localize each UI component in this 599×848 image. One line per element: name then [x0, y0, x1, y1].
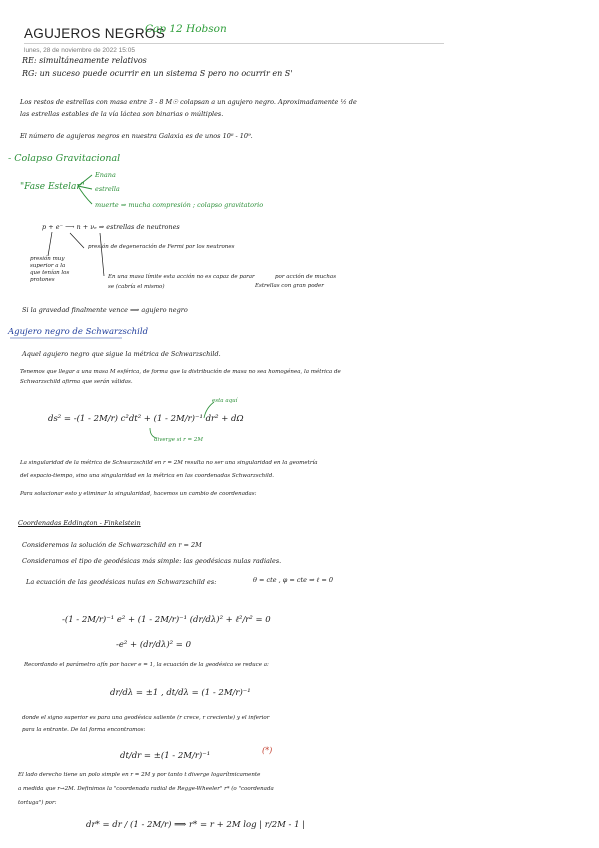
schw-line-2: Tenemos que llegar a una masa M esférica, de forma que la distribución de masa no sea homogénea, la métrica de	[20, 369, 341, 375]
reaction-line: p + e⁻ ⟶ n + νₑ ⇒ estrellas de neutrones	[42, 223, 180, 231]
note-line-masses: Los restos de estrellas con masa entre 3 - 8 M☉ colapsan a un agujero negro. Aproximadamente ½ de	[20, 98, 357, 106]
branch-arrows	[78, 175, 92, 204]
section-schwarzschild-heading: Agujero negro de Schwarzschild	[8, 327, 149, 337]
reaction-arrows	[48, 232, 104, 276]
pressure-note: presión de degeneración de Fermi por los neutrones	[88, 244, 235, 250]
equation-geodesic-full: -(1 - 2M/r)⁻¹ e² + (1 - 2M/r)⁻¹ (dr/dλ)² + ℓ²/r² = 0	[62, 615, 271, 625]
singularity-line-2: del espacio-tiempo, sino una singularidad en la métrica en las coordenadas Schwarzschild.	[20, 473, 275, 479]
equation-note-diverge: diverge si r = 2M	[154, 437, 203, 443]
ef-line-7: El lado derecho tiene un polo simple en r = 2M y por tanto t diverge logarítmicamente	[18, 772, 261, 778]
equation-schwarzschild-metric: ds² = -(1 - 2M/r) c²dt² + (1 - 2M/r)⁻¹ dr² + dΩ	[48, 414, 244, 424]
subject-tag: Cap 12 Hobson	[145, 23, 227, 35]
mass-limit-line-3: por acción de muchas	[275, 274, 337, 280]
branch-enana: Enana	[95, 171, 116, 179]
equation-geodesic-reduced: -e² + (dr/dλ)² = 0	[116, 640, 192, 650]
si-gravedad-line: Si la gravedad finalmente vence ⟹ agujero negro	[22, 306, 188, 314]
ef-line-1: Consideremos la solución de Schwarzschild en r = 2M	[22, 541, 202, 549]
equation-brace-arrow	[150, 402, 214, 438]
branch-muerte: muerte ⇒ mucha compresión ; colapso gravitatorio	[95, 201, 264, 209]
section-colapso-heading: - Colapso Gravitacional	[8, 153, 121, 164]
equation-tortoise-coordinate: dr* = dr / (1 - 2M/r) ⟹ r* = r + 2M log | r/2M - 1 |	[86, 820, 306, 830]
equation-dr-dlambda: dr/dλ = ±1 , dt/dλ = (1 - 2M/r)⁻¹	[110, 688, 251, 698]
section-eddington-finkelstein-heading: Coordenadas Eddington - Finkelstein	[18, 519, 141, 527]
mass-limit-line-1: En una masa límite esta acción no es capaz de parar	[108, 274, 255, 280]
singularity-line-3: Para solucionar esto y eliminar la singularidad, hacemos un cambio de coordenadas:	[20, 491, 257, 497]
ef-line-8: a medida que r→2M. Definimos la "coordenada radial de Regge-Wheeler" r* (o "coordenada	[18, 786, 274, 792]
schw-line-1: Aquel agujero negro que sigue la métrica de Schwarzschild.	[22, 350, 221, 358]
left-side-note: presión muy superior a la que tenían los protones	[30, 256, 70, 283]
ef-line-3: La ecuación de las geodésicas nulas en Schwarzschild es:	[26, 578, 217, 586]
branch-estrella: estrella	[95, 185, 120, 193]
ef-line-4: Recordando el parámetro afín por hacer e = 1, la ecuación de la geodésica se reduce a:	[24, 662, 269, 668]
note-line-count: El número de agujeros negros en nuestra Galaxia es de unos 10⁸ - 10⁹.	[20, 132, 253, 140]
mass-limit-line-4: Estrellas con gran poder	[255, 283, 324, 289]
equation-note-here: esta aquí	[212, 398, 238, 404]
equation-dt-dr: dt/dr = ±(1 - 2M/r)⁻¹	[120, 751, 211, 761]
ef-line-6: para la entrante. De tal forma encontramos:	[22, 727, 146, 733]
ef-line-2: Consideramos el tipo de geodésicas más simple: las geodésicas nulas radiales.	[22, 557, 282, 565]
equation-tag-star: (*)	[262, 746, 273, 755]
fase-estelar-label: "Fase Estelar"	[20, 182, 85, 192]
note-line-binaries: las estrellas estables de la vía láctea son binarias o múltiples.	[20, 110, 224, 118]
page-datetime: lunes, 28 de noviembre de 2022 15:05	[24, 47, 135, 54]
ef-line-5: donde el signo superior es para una geodésica saliente (r crece, r creciente) y el inferior	[22, 715, 270, 721]
ef-line-3-conditions: θ = cte , φ = cte ⇒ ℓ = 0	[253, 576, 334, 584]
ef-line-9: tortuga") por:	[18, 800, 57, 806]
note-line-re: RE: simultáneamente relativos	[22, 56, 147, 65]
singularity-line-1: La singularidad de la métrica de Schwarzschild en r = 2M resulta no ser una singularidad en la geometría	[20, 460, 318, 466]
note-line-rg: RG: un suceso puede ocurrir en un sistema S pero no ocurrir en S'	[22, 69, 293, 78]
mass-limit-line-2: se (cabría el mismo)	[108, 284, 165, 290]
page-title: AGUJEROS NEGROS	[24, 26, 166, 41]
schw-line-3: Schwarzschild afirma que serán válidas.	[20, 379, 133, 385]
